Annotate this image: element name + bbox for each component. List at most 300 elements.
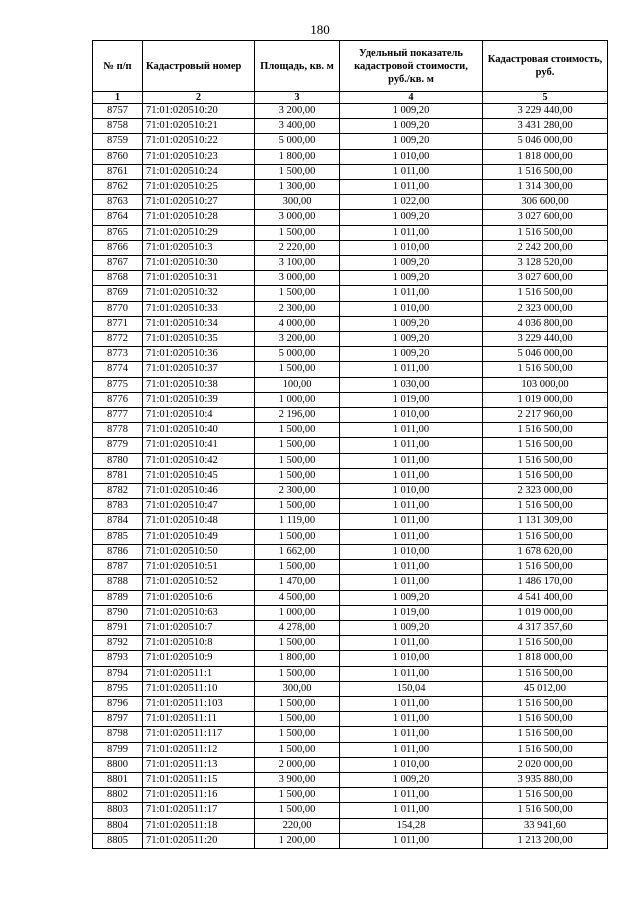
row-index: 8782 (93, 484, 143, 499)
row-index: 8758 (93, 119, 143, 134)
table-row (93, 453, 608, 468)
cadastral-number: 71:01:020511:13 (143, 757, 255, 772)
table-row (93, 560, 608, 575)
area: 4 278,00 (255, 620, 340, 635)
cadastral-number: 71:01:020510:8 (143, 636, 255, 651)
row-index: 8803 (93, 803, 143, 818)
column-number: 5 (483, 92, 608, 104)
area: 2 300,00 (255, 484, 340, 499)
cadastral-number: 71:01:020511:18 (143, 818, 255, 833)
cadastral-value: 2 020 000,00 (483, 757, 608, 772)
header-index: № п/п (93, 41, 143, 92)
row-index: 8799 (93, 742, 143, 757)
area: 1 500,00 (255, 362, 340, 377)
unit-value: 1 009,20 (340, 590, 483, 605)
cadastral-value: 1 516 500,00 (483, 362, 608, 377)
cadastral-value: 1 516 500,00 (483, 803, 608, 818)
cadastral-value: 2 323 000,00 (483, 484, 608, 499)
cadastral-number: 71:01:020510:3 (143, 240, 255, 255)
table-row (93, 696, 608, 711)
row-index: 8798 (93, 727, 143, 742)
row-index: 8767 (93, 256, 143, 271)
unit-value: 1 011,00 (340, 453, 483, 468)
row-index: 8804 (93, 818, 143, 833)
cadastral-number: 71:01:020510:6 (143, 590, 255, 605)
area: 1 500,00 (255, 286, 340, 301)
cadastral-number: 71:01:020510:20 (143, 104, 255, 119)
cadastral-value: 1 516 500,00 (483, 529, 608, 544)
area: 1 800,00 (255, 149, 340, 164)
area: 1 500,00 (255, 788, 340, 803)
table-row (93, 818, 608, 833)
column-number: 1 (93, 92, 143, 104)
row-index: 8759 (93, 134, 143, 149)
cadastral-value: 1 516 500,00 (483, 742, 608, 757)
table-row (93, 332, 608, 347)
table-row (93, 392, 608, 407)
area: 1 500,00 (255, 529, 340, 544)
column-number: 4 (340, 92, 483, 104)
area: 4 000,00 (255, 316, 340, 331)
cadastral-value: 3 027 600,00 (483, 210, 608, 225)
row-index: 8780 (93, 453, 143, 468)
unit-value: 1 011,00 (340, 788, 483, 803)
area: 1 500,00 (255, 453, 340, 468)
cadastral-number: 71:01:020510:41 (143, 438, 255, 453)
cadastral-number: 71:01:020510:23 (143, 149, 255, 164)
unit-value: 1 009,20 (340, 347, 483, 362)
table-row (93, 788, 608, 803)
area: 1 500,00 (255, 423, 340, 438)
unit-value: 1 019,00 (340, 392, 483, 407)
cadastral-number: 71:01:020510:63 (143, 605, 255, 620)
cadastral-number: 71:01:020510:46 (143, 484, 255, 499)
cadastral-value: 1 516 500,00 (483, 560, 608, 575)
cadastral-number: 71:01:020511:11 (143, 712, 255, 727)
unit-value: 1 010,00 (340, 149, 483, 164)
area: 100,00 (255, 377, 340, 392)
area: 300,00 (255, 195, 340, 210)
table-row (93, 347, 608, 362)
cadastral-number: 71:01:020510:35 (143, 332, 255, 347)
cadastral-value: 1 516 500,00 (483, 499, 608, 514)
cadastral-value: 3 128 520,00 (483, 256, 608, 271)
cadastral-value: 1 516 500,00 (483, 727, 608, 742)
cadastral-value: 1 019 000,00 (483, 605, 608, 620)
row-index: 8783 (93, 499, 143, 514)
cadastral-number: 71:01:020510:32 (143, 286, 255, 301)
table-row (93, 423, 608, 438)
cadastral-number: 71:01:020510:31 (143, 271, 255, 286)
cadastral-value: 1 213 200,00 (483, 833, 608, 848)
area: 1 500,00 (255, 696, 340, 711)
cadastral-number: 71:01:020510:4 (143, 408, 255, 423)
area: 3 900,00 (255, 772, 340, 787)
unit-value: 1 009,20 (340, 256, 483, 271)
table-row (93, 271, 608, 286)
row-index: 8775 (93, 377, 143, 392)
area: 220,00 (255, 818, 340, 833)
area: 5 000,00 (255, 347, 340, 362)
table-row (93, 484, 608, 499)
unit-value: 1 009,20 (340, 271, 483, 286)
row-index: 8793 (93, 651, 143, 666)
area: 3 200,00 (255, 104, 340, 119)
row-index: 8796 (93, 696, 143, 711)
row-index: 8801 (93, 772, 143, 787)
cadastral-value: 1 818 000,00 (483, 149, 608, 164)
cadastral-number: 71:01:020510:51 (143, 560, 255, 575)
row-index: 8762 (93, 180, 143, 195)
cadastral-number: 71:01:020510:21 (143, 119, 255, 134)
header-cadastral-number: Кадастровый номер (143, 41, 255, 92)
unit-value: 1 011,00 (340, 362, 483, 377)
table-row (93, 666, 608, 681)
cadastral-number: 71:01:020510:50 (143, 544, 255, 559)
cadastral-number: 71:01:020510:22 (143, 134, 255, 149)
unit-value: 1 009,20 (340, 772, 483, 787)
unit-value: 1 011,00 (340, 438, 483, 453)
area: 1 500,00 (255, 499, 340, 514)
area: 2 196,00 (255, 408, 340, 423)
area: 2 300,00 (255, 301, 340, 316)
unit-value: 1 011,00 (340, 833, 483, 848)
row-index: 8757 (93, 104, 143, 119)
cadastral-number: 71:01:020511:117 (143, 727, 255, 742)
table-row (93, 301, 608, 316)
cadastral-value: 1 818 000,00 (483, 651, 608, 666)
unit-value: 1 010,00 (340, 408, 483, 423)
row-index: 8761 (93, 164, 143, 179)
unit-value: 1 019,00 (340, 605, 483, 620)
table-row (93, 225, 608, 240)
unit-value: 1 011,00 (340, 575, 483, 590)
unit-value: 1 011,00 (340, 514, 483, 529)
row-index: 8772 (93, 332, 143, 347)
cadastral-value: 4 541 400,00 (483, 590, 608, 605)
area: 1 662,00 (255, 544, 340, 559)
cadastral-number: 71:01:020510:38 (143, 377, 255, 392)
table-row (93, 408, 608, 423)
header-unit-value: Удельный показатель кадастровой стоимости, руб./кв. м (340, 41, 483, 92)
table-row (93, 377, 608, 392)
unit-value: 1 010,00 (340, 757, 483, 772)
unit-value: 1 009,20 (340, 210, 483, 225)
table-row (93, 362, 608, 377)
unit-value: 1 010,00 (340, 544, 483, 559)
table-row (93, 119, 608, 134)
cadastral-value: 2 217 960,00 (483, 408, 608, 423)
cadastral-value: 4 036 800,00 (483, 316, 608, 331)
unit-value: 1 010,00 (340, 484, 483, 499)
cadastral-number: 71:01:020510:28 (143, 210, 255, 225)
cadastral-value: 1 131 309,00 (483, 514, 608, 529)
table-row (93, 803, 608, 818)
area: 5 000,00 (255, 134, 340, 149)
area: 3 400,00 (255, 119, 340, 134)
table-row (93, 438, 608, 453)
cadastral-value: 306 600,00 (483, 195, 608, 210)
cadastral-number: 71:01:020510:49 (143, 529, 255, 544)
page-number: 180 (310, 22, 330, 37)
table-row (93, 104, 608, 119)
cadastral-number: 71:01:020510:30 (143, 256, 255, 271)
unit-value: 1 011,00 (340, 727, 483, 742)
unit-value: 1 009,20 (340, 104, 483, 119)
area: 1 500,00 (255, 712, 340, 727)
area: 3 200,00 (255, 332, 340, 347)
cadastral-value: 1 516 500,00 (483, 453, 608, 468)
table-row (93, 605, 608, 620)
area: 2 000,00 (255, 757, 340, 772)
cadastral-value: 1 516 500,00 (483, 788, 608, 803)
table-row (93, 240, 608, 255)
area: 1 500,00 (255, 225, 340, 240)
cadastral-number: 71:01:020510:45 (143, 468, 255, 483)
cadastral-value: 3 027 600,00 (483, 271, 608, 286)
header-area: Площадь, кв. м (255, 41, 340, 92)
row-index: 8786 (93, 544, 143, 559)
cadastral-number: 71:01:020511:15 (143, 772, 255, 787)
cadastral-number: 71:01:020511:10 (143, 681, 255, 696)
unit-value: 1 011,00 (340, 180, 483, 195)
table-row (93, 256, 608, 271)
unit-value: 1 009,20 (340, 119, 483, 134)
unit-value: 1 011,00 (340, 529, 483, 544)
unit-value: 1 009,20 (340, 332, 483, 347)
cadastral-number: 71:01:020510:39 (143, 392, 255, 407)
table-row (93, 575, 608, 590)
cadastral-number: 71:01:020510:29 (143, 225, 255, 240)
area: 1 500,00 (255, 742, 340, 757)
cadastral-value: 1 516 500,00 (483, 468, 608, 483)
unit-value: 1 011,00 (340, 499, 483, 514)
table-row (93, 742, 608, 757)
cadastral-value: 4 317 357,60 (483, 620, 608, 635)
header-cadastral-value: Кадастровая стоимость, руб. (483, 41, 608, 92)
cadastral-value: 1 486 170,00 (483, 575, 608, 590)
cadastral-value: 1 516 500,00 (483, 225, 608, 240)
cadastral-value: 1 516 500,00 (483, 286, 608, 301)
row-index: 8792 (93, 636, 143, 651)
cadastral-value: 1 019 000,00 (483, 392, 608, 407)
row-index: 8773 (93, 347, 143, 362)
table-row (93, 772, 608, 787)
table-row (93, 149, 608, 164)
cadastral-value: 103 000,00 (483, 377, 608, 392)
area: 1 500,00 (255, 438, 340, 453)
unit-value: 1 022,00 (340, 195, 483, 210)
unit-value: 1 011,00 (340, 423, 483, 438)
unit-value: 1 010,00 (340, 240, 483, 255)
cadastral-value: 1 678 620,00 (483, 544, 608, 559)
unit-value: 1 009,20 (340, 620, 483, 635)
cadastral-value: 3 431 280,00 (483, 119, 608, 134)
table-row (93, 468, 608, 483)
cadastral-value: 1 516 500,00 (483, 666, 608, 681)
cadastral-table (92, 40, 608, 849)
cadastral-number: 71:01:020511:20 (143, 833, 255, 848)
unit-value: 1 011,00 (340, 696, 483, 711)
area: 1 500,00 (255, 803, 340, 818)
unit-value: 150,04 (340, 681, 483, 696)
cadastral-number: 71:01:020510:48 (143, 514, 255, 529)
row-index: 8779 (93, 438, 143, 453)
cadastral-number: 71:01:020510:9 (143, 651, 255, 666)
row-index: 8770 (93, 301, 143, 316)
area: 1 470,00 (255, 575, 340, 590)
cadastral-number: 71:01:020510:7 (143, 620, 255, 635)
row-index: 8776 (93, 392, 143, 407)
row-index: 8760 (93, 149, 143, 164)
table-row (93, 681, 608, 696)
table-row (93, 286, 608, 301)
table-row (93, 210, 608, 225)
cadastral-number: 71:01:020510:34 (143, 316, 255, 331)
unit-value: 1 011,00 (340, 742, 483, 757)
row-index: 8785 (93, 529, 143, 544)
cadastral-number: 71:01:020510:42 (143, 453, 255, 468)
column-number: 3 (255, 92, 340, 104)
cadastral-number: 71:01:020510:52 (143, 575, 255, 590)
row-index: 8797 (93, 712, 143, 727)
row-index: 8774 (93, 362, 143, 377)
unit-value: 1 030,00 (340, 377, 483, 392)
cadastral-value: 1 516 500,00 (483, 164, 608, 179)
cadastral-value: 2 242 200,00 (483, 240, 608, 255)
area: 1 500,00 (255, 727, 340, 742)
table-row (93, 651, 608, 666)
unit-value: 1 009,20 (340, 134, 483, 149)
column-number-row (93, 92, 608, 104)
row-index: 8795 (93, 681, 143, 696)
cadastral-value: 1 516 500,00 (483, 636, 608, 651)
area: 1 800,00 (255, 651, 340, 666)
table-row (93, 164, 608, 179)
cadastral-value: 1 516 500,00 (483, 423, 608, 438)
cadastral-value: 5 046 000,00 (483, 347, 608, 362)
row-index: 8765 (93, 225, 143, 240)
unit-value: 1 011,00 (340, 286, 483, 301)
area: 1 500,00 (255, 636, 340, 651)
cadastral-number: 71:01:020511:1 (143, 666, 255, 681)
row-index: 8791 (93, 620, 143, 635)
area: 1 300,00 (255, 180, 340, 195)
unit-value: 1 011,00 (340, 712, 483, 727)
cadastral-value: 45 012,00 (483, 681, 608, 696)
table-row (93, 499, 608, 514)
table-row (93, 180, 608, 195)
row-index: 8805 (93, 833, 143, 848)
area: 1 500,00 (255, 560, 340, 575)
row-index: 8794 (93, 666, 143, 681)
row-index: 8800 (93, 757, 143, 772)
cadastral-value: 3 229 440,00 (483, 104, 608, 119)
cadastral-value: 1 516 500,00 (483, 438, 608, 453)
cadastral-value: 2 323 000,00 (483, 301, 608, 316)
row-index: 8768 (93, 271, 143, 286)
area: 3 100,00 (255, 256, 340, 271)
table-row (93, 316, 608, 331)
table-row (93, 727, 608, 742)
row-index: 8764 (93, 210, 143, 225)
row-index: 8769 (93, 286, 143, 301)
row-index: 8784 (93, 514, 143, 529)
unit-value: 1 011,00 (340, 164, 483, 179)
cadastral-value: 3 935 880,00 (483, 772, 608, 787)
row-index: 8802 (93, 788, 143, 803)
table-row (93, 134, 608, 149)
area: 1 500,00 (255, 164, 340, 179)
table-row (93, 590, 608, 605)
row-index: 8766 (93, 240, 143, 255)
area: 4 500,00 (255, 590, 340, 605)
row-index: 8763 (93, 195, 143, 210)
row-index: 8788 (93, 575, 143, 590)
area: 300,00 (255, 681, 340, 696)
cadastral-number: 71:01:020511:17 (143, 803, 255, 818)
unit-value: 154,28 (340, 818, 483, 833)
area: 1 119,00 (255, 514, 340, 529)
table-row (93, 712, 608, 727)
cadastral-value: 1 516 500,00 (483, 712, 608, 727)
area: 1 000,00 (255, 605, 340, 620)
header-row (93, 41, 608, 92)
row-index: 8789 (93, 590, 143, 605)
cadastral-number: 71:01:020511:103 (143, 696, 255, 711)
cadastral-number: 71:01:020510:37 (143, 362, 255, 377)
area: 1 200,00 (255, 833, 340, 848)
cadastral-number: 71:01:020510:24 (143, 164, 255, 179)
unit-value: 1 009,20 (340, 316, 483, 331)
row-index: 8777 (93, 408, 143, 423)
unit-value: 1 011,00 (340, 468, 483, 483)
unit-value: 1 011,00 (340, 225, 483, 240)
cadastral-number: 71:01:020510:47 (143, 499, 255, 514)
table-row (93, 620, 608, 635)
table-row (93, 514, 608, 529)
cadastral-value: 1 314 300,00 (483, 180, 608, 195)
unit-value: 1 010,00 (340, 301, 483, 316)
area: 1 500,00 (255, 666, 340, 681)
area: 1 500,00 (255, 468, 340, 483)
table-row (93, 833, 608, 848)
area: 1 000,00 (255, 392, 340, 407)
unit-value: 1 011,00 (340, 636, 483, 651)
cadastral-number: 71:01:020510:27 (143, 195, 255, 210)
cadastral-number: 71:01:020510:40 (143, 423, 255, 438)
row-index: 8771 (93, 316, 143, 331)
unit-value: 1 011,00 (340, 560, 483, 575)
column-number: 2 (143, 92, 255, 104)
row-index: 8787 (93, 560, 143, 575)
unit-value: 1 011,00 (340, 666, 483, 681)
cadastral-value: 3 229 440,00 (483, 332, 608, 347)
cadastral-number: 71:01:020510:36 (143, 347, 255, 362)
row-index: 8778 (93, 423, 143, 438)
area: 2 220,00 (255, 240, 340, 255)
table-row (93, 757, 608, 772)
cadastral-number: 71:01:020511:16 (143, 788, 255, 803)
cadastral-value: 1 516 500,00 (483, 696, 608, 711)
table-body (93, 104, 608, 849)
area: 3 000,00 (255, 210, 340, 225)
table-row (93, 544, 608, 559)
table-row (93, 636, 608, 651)
cadastral-number: 71:01:020510:25 (143, 180, 255, 195)
unit-value: 1 011,00 (340, 803, 483, 818)
table-row (93, 195, 608, 210)
